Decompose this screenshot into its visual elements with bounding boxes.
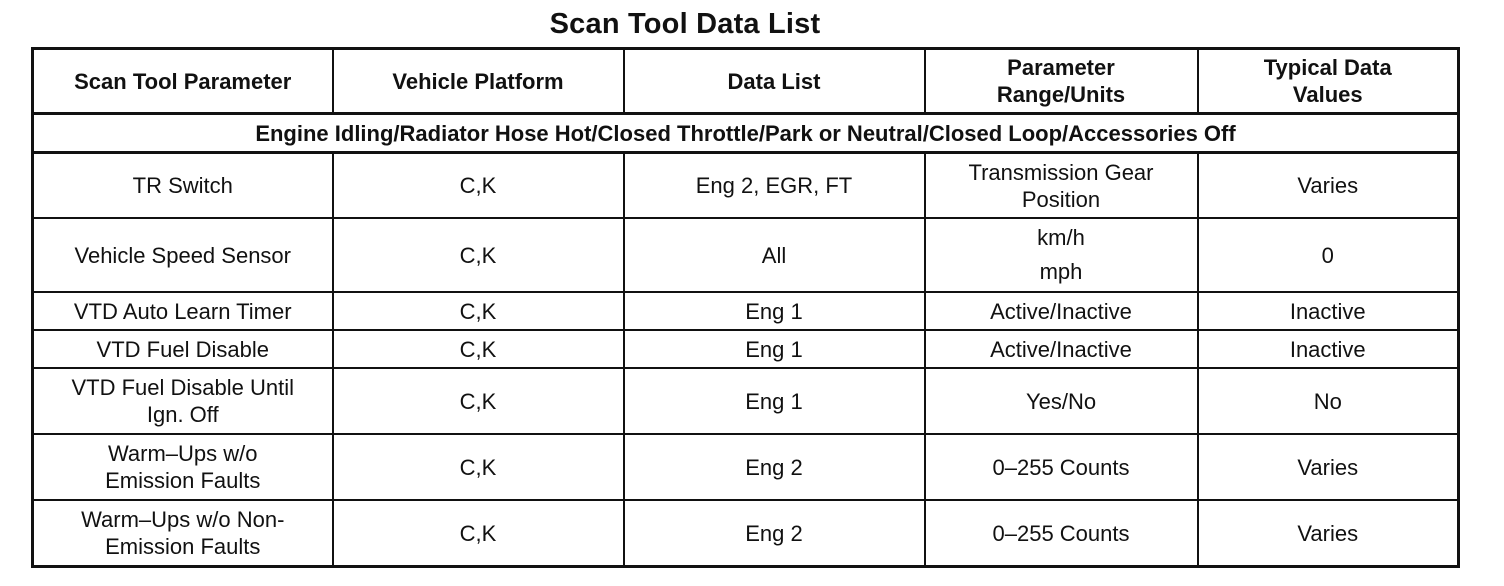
cell-range	[925, 218, 1198, 292]
cell-data-list: Eng 1	[624, 368, 925, 434]
cell-range: Transmission Gear Position	[925, 153, 1198, 219]
scan-tool-data-table	[31, 47, 1460, 568]
page-title: Scan Tool Data List	[549, 8, 821, 40]
cell-parameter: Warm–Ups w/o Non-Emission Faults	[33, 500, 333, 567]
column-header-typical: Typical Data Values	[1198, 49, 1459, 114]
cell-data-list: Eng 2	[624, 434, 925, 500]
column-header-platform: Vehicle Platform	[333, 49, 624, 114]
cell-platform: C,K	[333, 292, 624, 330]
table-row	[33, 434, 1459, 500]
cell-typical: Varies	[1198, 500, 1459, 567]
cell-data-list: Eng 2, EGR, FT	[624, 153, 925, 219]
table-row	[33, 500, 1459, 567]
cell-platform: C,K	[333, 500, 624, 567]
cell-range: Active/Inactive	[925, 330, 1198, 368]
cell-data-list: Eng 2	[624, 500, 925, 567]
cell-data-list: Eng 1	[624, 292, 925, 330]
cell-parameter: Vehicle Speed Sensor	[33, 218, 333, 292]
range-line: mph	[1039, 259, 1083, 284]
cell-platform: C,K	[333, 368, 624, 434]
condition-text: Engine Idling/Radiator Hose Hot/Closed Throttle/Park or Neutral/Closed Loop/Accessories Off	[33, 114, 1459, 153]
cell-platform: C,K	[333, 434, 624, 500]
cell-typical: 0	[1198, 218, 1459, 292]
table-row	[33, 218, 1459, 292]
cell-range: Active/Inactive	[925, 292, 1198, 330]
cell-range: 0–255 Counts	[925, 500, 1198, 567]
cell-platform: C,K	[333, 330, 624, 368]
table-row	[33, 368, 1459, 434]
table-row	[33, 153, 1459, 219]
cell-range: 0–255 Counts	[925, 434, 1198, 500]
cell-range: Yes/No	[925, 368, 1198, 434]
cell-typical: Inactive	[1198, 330, 1459, 368]
range-line: km/h	[1037, 225, 1085, 250]
header-row	[33, 49, 1459, 114]
table-row	[33, 330, 1459, 368]
cell-platform: C,K	[333, 153, 624, 219]
cell-parameter: VTD Fuel Disable	[33, 330, 333, 368]
column-header-parameter: Scan Tool Parameter	[33, 49, 333, 114]
cell-parameter: Warm–Ups w/o Emission Faults	[33, 434, 333, 500]
cell-parameter: VTD Auto Learn Timer	[33, 292, 333, 330]
cell-parameter: VTD Fuel Disable Until Ign. Off	[33, 368, 333, 434]
table-row	[33, 292, 1459, 330]
cell-platform: C,K	[333, 218, 624, 292]
column-header-data-list: Data List	[624, 49, 925, 114]
cell-typical: Varies	[1198, 153, 1459, 219]
cell-parameter: TR Switch	[33, 153, 333, 219]
condition-row	[33, 114, 1459, 153]
cell-typical: Varies	[1198, 434, 1459, 500]
cell-data-list: All	[624, 218, 925, 292]
column-header-range: Parameter Range/Units	[925, 49, 1198, 114]
cell-typical: Inactive	[1198, 292, 1459, 330]
cell-typical: No	[1198, 368, 1459, 434]
cell-data-list: Eng 1	[624, 330, 925, 368]
